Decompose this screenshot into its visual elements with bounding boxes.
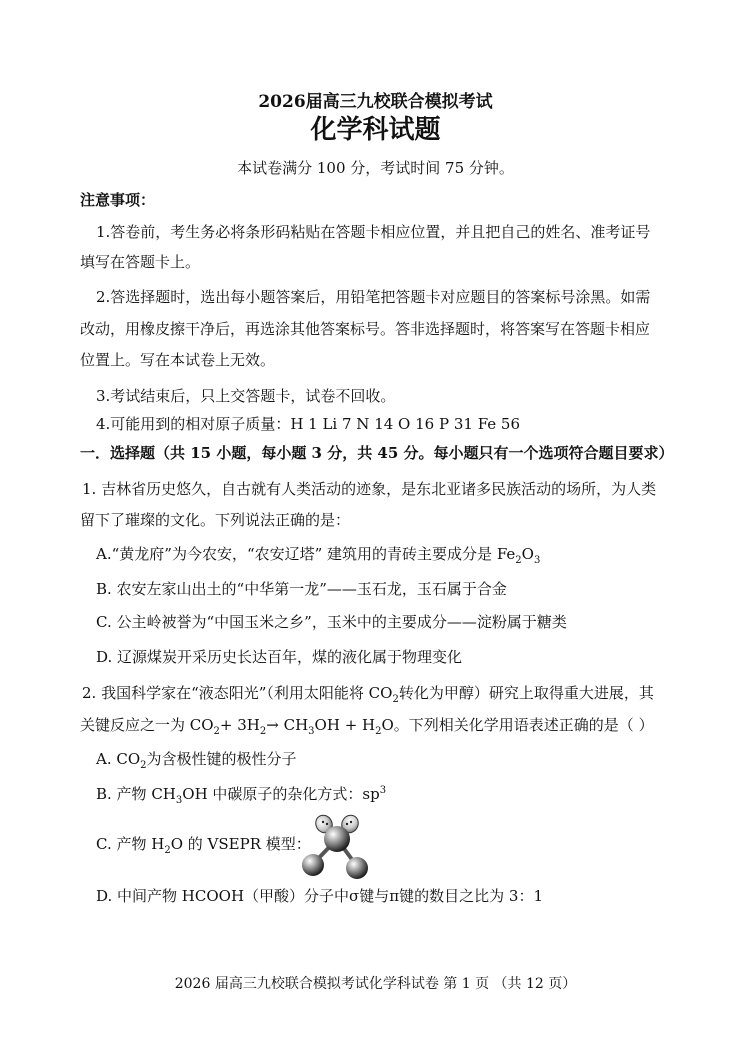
q1-option-d: D. 辽源煤炭开采历史长达百年，煤的液化属于物理变化 — [96, 648, 463, 666]
notes-item-2-line-1: 2.答选择题时，选出每小题答案后，用铅笔把答题卡对应题目的答案标号涂黑。如需 — [96, 288, 651, 306]
q2-option-d: D. 中间产物 HCOOH（甲酸）分子中σ键与π键的数目之比为 3：1 — [96, 887, 543, 905]
q2-stem-line-1: 2. 我国科学家在“液态阳光”（利用太阳能将 $CO_2$转化为甲醇）研究上取得重大进展，其 — [82, 684, 654, 705]
h2o-vsepr-model-image — [296, 813, 378, 883]
q2-option-a: A. $CO_2$为含极性键的极性分子 — [96, 750, 297, 771]
hydrogen-atom-right — [346, 857, 368, 879]
q1-stem-line-1: 1. 吉林省历史悠久，自古就有人类活动的迹象，是东北亚诸多民族活动的场所，为人类 — [82, 480, 657, 498]
q2-option-b: B. 产物 $CH_3OH$ 中碳原子的杂化方式：$sp^3$ — [96, 785, 387, 806]
exam-title: 2026届高三九校联合模拟考试 — [258, 92, 493, 112]
q1-option-b: B. 农安左家山出土的“中华第一龙”——玉石龙，玉石属于合金 — [96, 580, 507, 598]
q1-stem-line-2: 留下了璀璨的文化。下列说法正确的是： — [80, 511, 351, 529]
q1-option-c: C. 公主岭被誉为“中国玉米之乡”，玉米中的主要成分——淀粉属于糖类 — [96, 613, 567, 631]
hydrogen-atom-left — [302, 854, 324, 876]
oxygen-atom — [324, 826, 350, 852]
section-1-heading: 一．选择题（共 15 小题，每小题 3 分，共 45 分。每小题只有一个选项符合题目要求） — [80, 444, 674, 462]
notes-item-3: 3.考试结束后，只上交答题卡，试卷不回收。 — [96, 387, 396, 405]
notes-item-4: 4.可能用到的相对原子质量：H 1 Li 7 N 14 O 16 P 31 Fe 56 — [96, 415, 521, 433]
page-footer: 2026 届高三九校联合模拟考试化学科试卷 第 1 页 （共 12 页） — [174, 976, 577, 992]
q2-option-c: C. 产物 $H_2O$ 的 VSEPR 模型： — [96, 835, 311, 856]
notes-item-1-line-2: 填写在答题卡上。 — [80, 253, 201, 271]
notes-item-2-line-3: 位置上。写在本试卷上无效。 — [80, 351, 276, 369]
notes-heading: 注意事项： — [80, 191, 156, 209]
q1-option-a: A.“黄龙府”为今农安，“农安辽塔” 建筑用的青砖主要成分是 $Fe_2O_3$ — [96, 545, 541, 566]
notes-item-2-line-2: 改动，用橡皮擦干净后，再选涂其他答案标号。答非选择题时，将答案写在答题卡相应 — [80, 320, 651, 338]
q2-stem-line-2: 关键反应之一为 $CO_2+ 3H_2\to CH_3OH + H_2O$。下列相关化学用语表述正确的是（ ） — [80, 716, 654, 737]
notes-item-1-line-1: 1.答卷前，考生务必将条形码粘贴在答题卡相应位置，并且把自己的姓名、准考证号 — [96, 223, 651, 241]
subject-title: 化学科试题 — [310, 115, 441, 145]
exam-info: 本试卷满分 100 分，考试时间 75 分钟。 — [237, 159, 514, 177]
